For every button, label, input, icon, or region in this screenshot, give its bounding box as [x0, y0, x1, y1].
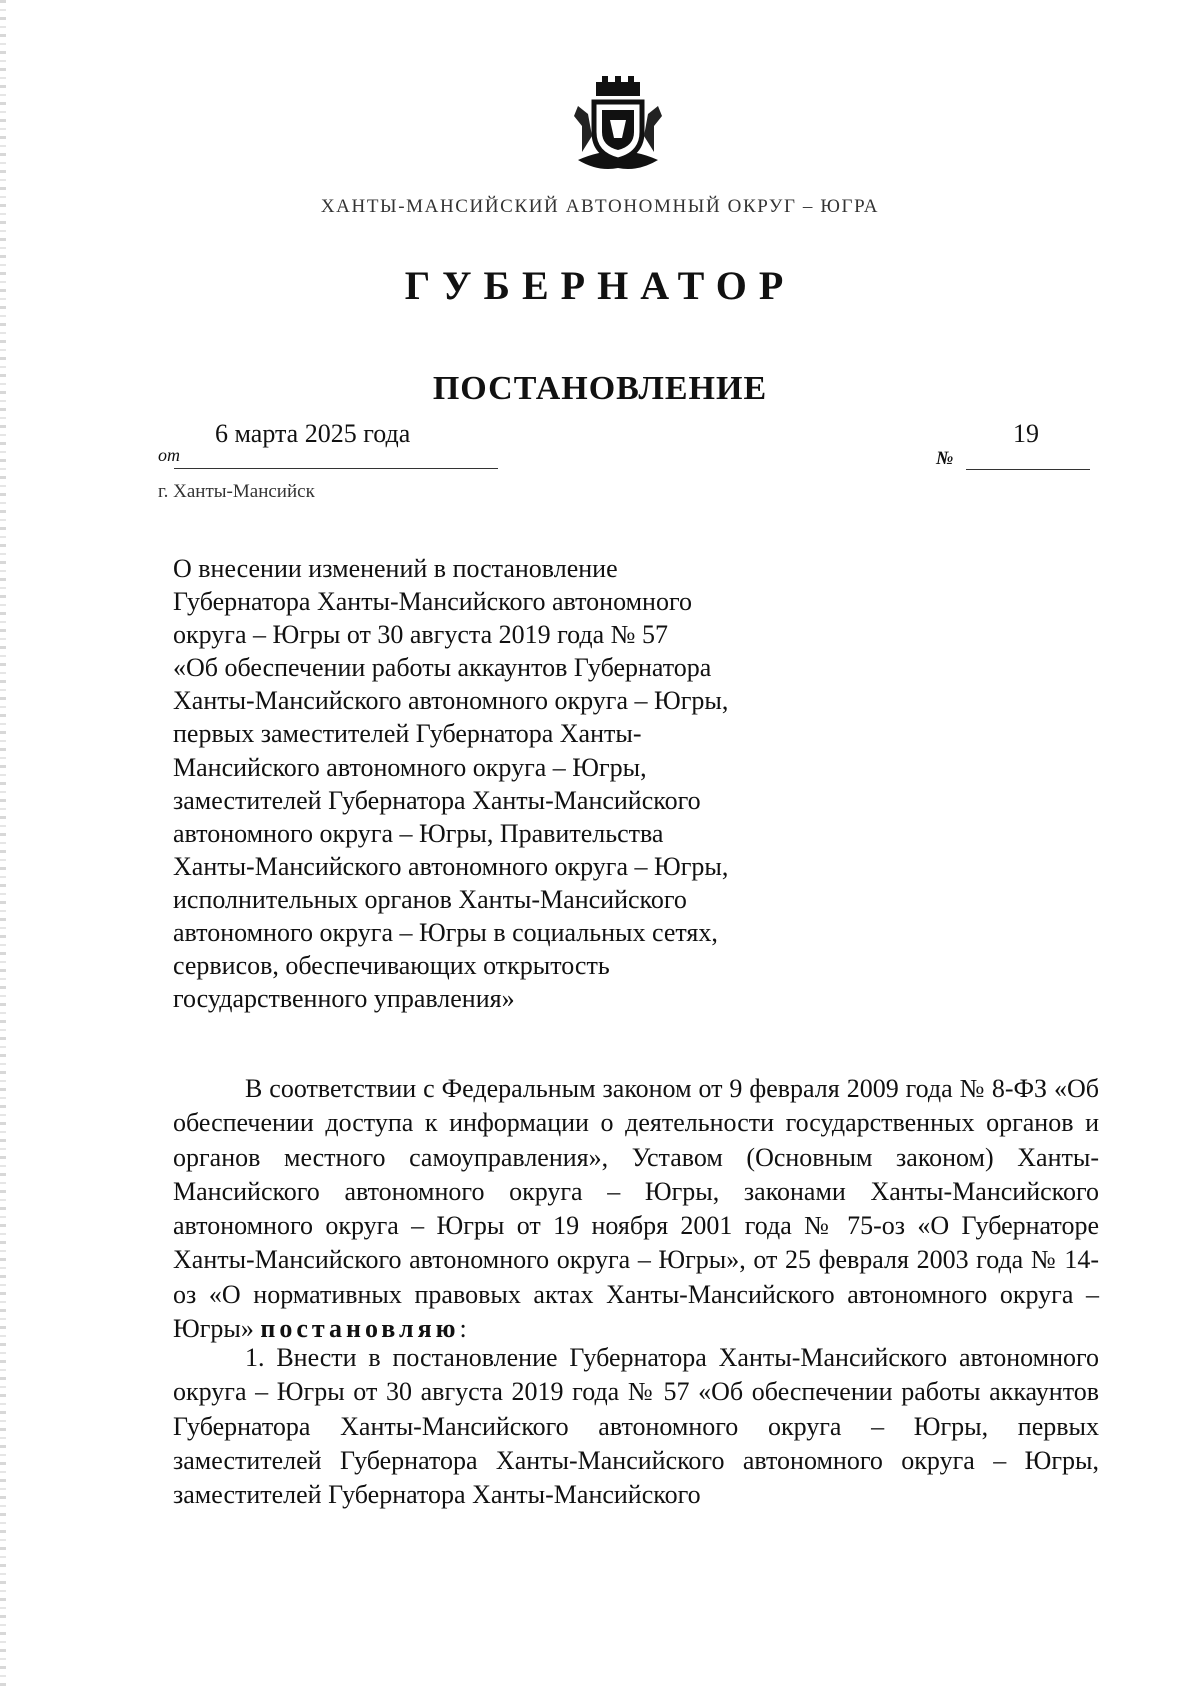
number-label: № — [936, 448, 954, 469]
authority-title: ГУБЕРНАТОР — [404, 263, 796, 308]
region-name: ХАНТЫ-МАНСИЙСКИЙ АВТОНОМНЫЙ ОКРУГ – ЮГРА — [320, 196, 880, 217]
preamble-paragraph — [173, 1072, 1099, 1346]
document-type: ПОСТАНОВЛЕНИЕ — [432, 370, 768, 407]
clause-1-paragraph: 1. Внести в постановление Губернатора Ханты-Мансийского автономного округа – Югры от 30 августа 2019 года № 57 «Об обеспечении работы аккаунтов Губернатора Ханты-Мансийского автономного округа – Югры, первых заместителей Губернатора Ханты-Мансийского автономного округа – Югры, заместителей Губернатора Ханты-Мансийского — [173, 1343, 1099, 1510]
preamble-text: В соответствии с Федеральным законом от 9 февраля 2009 года № 8-ФЗ «Об обеспечении доступа к информации о деятельности государственных органов и органов местного самоуправления», Уставом (Основным законом) Ханты-Мансийского автономного округа – Югры, законами Ханты-Мансийского автономного округа – Югры от 19 ноября 2001 года № 75-оз «О Губернаторе Ханты-Мансийского автономного округа – Югры», от 25 февраля 2003 года № 14-оз «О нормативных правовых актах Ханты-Мансийского автономного округа – Югры» — [173, 1074, 1099, 1344]
resolve-colon: : — [459, 1314, 467, 1344]
coat-of-arms-icon — [568, 76, 668, 174]
number-underline — [966, 469, 1090, 470]
decree-title: О внесении изменений в постановление Губернатора Ханты-Мансийского автономного округа – Югры от 30 августа 2019 года № 57 «Об обеспечении работы аккаунтов Губернатора Ханты-Мансийского автономного округа – Югры, первых заместителей Губернатора Ханты- Мансийского автономного округа – Югры, заместителей Губернатора Ханты-Мансийского автономного округа – Югры, Правительства Ханты-Мансийского автономного округа – Югры, исполнительных органов Ханты-Мансийского автономного округа – Югры в социальных сетях, сервисов, обеспечивающих открытость государственного управления» — [173, 554, 729, 1014]
date-label: от — [158, 445, 180, 465]
decree-date: 6 марта 2025 года — [215, 419, 411, 448]
issue-city: г. Ханты-Мансийск — [158, 481, 315, 502]
decree-number: 19 — [1013, 419, 1039, 448]
date-underline — [174, 468, 498, 469]
resolve-word: постановляю — [260, 1314, 460, 1344]
scan-edge-shadow — [0, 0, 6, 1686]
